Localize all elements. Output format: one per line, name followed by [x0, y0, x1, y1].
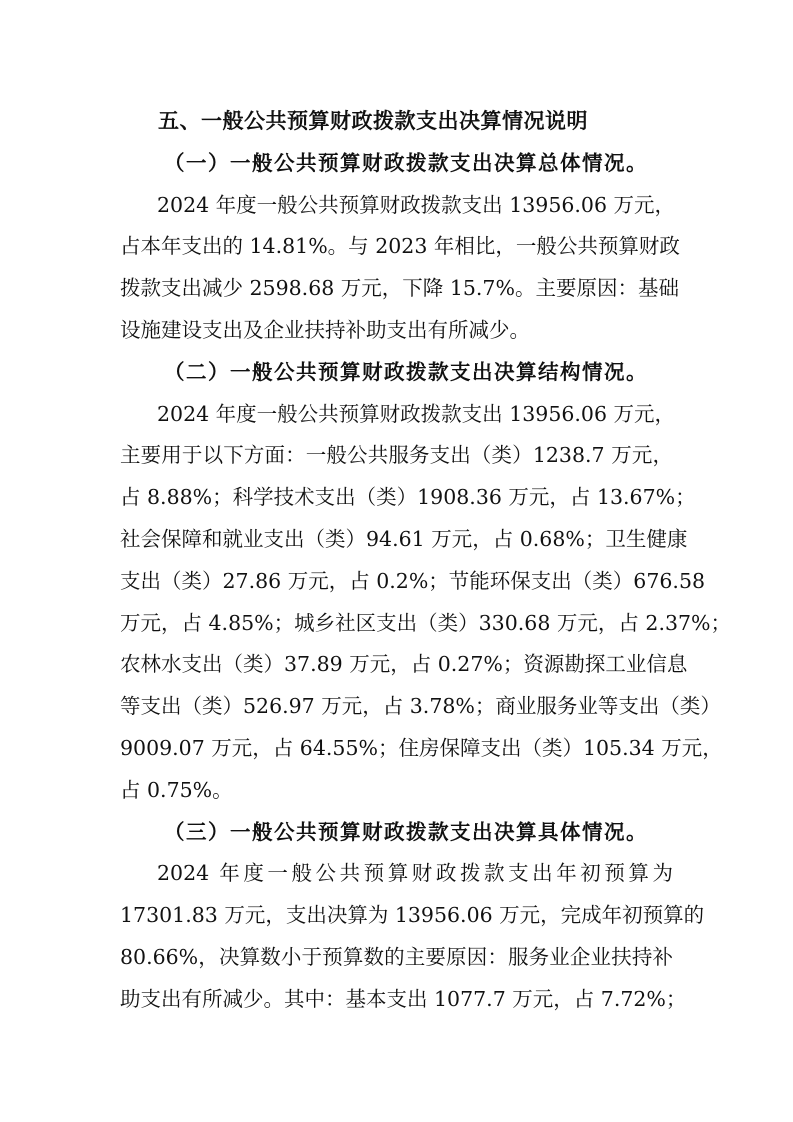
paragraph-line: 占 0.75%。: [120, 777, 233, 802]
paragraph-line: 2024 年度一般公共预算财政拨款支出 13956.06 万元，: [157, 401, 676, 426]
paragraph-line: 万元，占 4.85%；城乡社区支出（类）330.68 万元，占 2.37%；: [120, 610, 732, 635]
paragraph-line: 主要用于以下方面：一般公共服务支出（类）1238.7 万元，: [120, 443, 673, 468]
paragraph-line: 等支出（类）526.97 万元，占 3.78%；商业服务业等支出（类）: [120, 694, 721, 719]
paragraph-line: 2024 年度一般公共预算财政拨款支出 13956.06 万元，: [157, 192, 676, 217]
paragraph-line: 17301.83 万元，支出决算为 13956.06 万元，完成年初预算的: [120, 903, 705, 928]
paragraph-line: 80.66%，决算数小于预算数的主要原因：服务业企业扶持补: [120, 944, 673, 969]
paragraph-line: 9009.07 万元，占 64.55%；住房保障支出（类）105.34 万元，: [120, 735, 723, 760]
paragraph-line: 占本年支出的 14.81%。与 2023 年相比，一般公共预算财政: [120, 234, 680, 259]
document-page: [120, 101, 732, 1021]
paragraph-line: 社会保障和就业支出（类）94.61 万元，占 0.68%；卫生健康: [120, 526, 688, 551]
paragraph-line: 设施建设支出及企业扶持补助支出有所减少。: [120, 317, 530, 342]
subsection-heading: （三）一般公共预算财政拨款支出决算具体情况。: [164, 819, 648, 844]
subsection-heading: （二）一般公共预算财政拨款支出决算结构情况。: [164, 359, 648, 384]
paragraph-line: 支出（类）27.86 万元，占 0.2%；节能环保支出（类）676.58: [120, 568, 706, 593]
paragraph-line: 2024 年度一般公共预算财政拨款支出年初预算为: [157, 861, 673, 886]
paragraph-line: 助支出有所减少。其中：基本支出 1077.7 万元，占 7.72%；: [120, 986, 687, 1011]
section-title: 五、一般公共预算财政拨款支出决算情况说明: [158, 109, 588, 133]
paragraph-line: 占 8.88%；科学技术支出（类）1908.36 万元，占 13.67%；: [120, 485, 696, 510]
paragraph-line: 农林水支出（类）37.89 万元，占 0.27%；资源勘探工业信息: [120, 652, 688, 677]
paragraph-line: 拨款支出减少 2598.68 万元，下降 15.7%。主要原因：基础: [120, 276, 679, 301]
subsection-heading: （一）一般公共预算财政拨款支出决算总体情况。: [164, 150, 648, 175]
sections: [120, 143, 732, 1021]
